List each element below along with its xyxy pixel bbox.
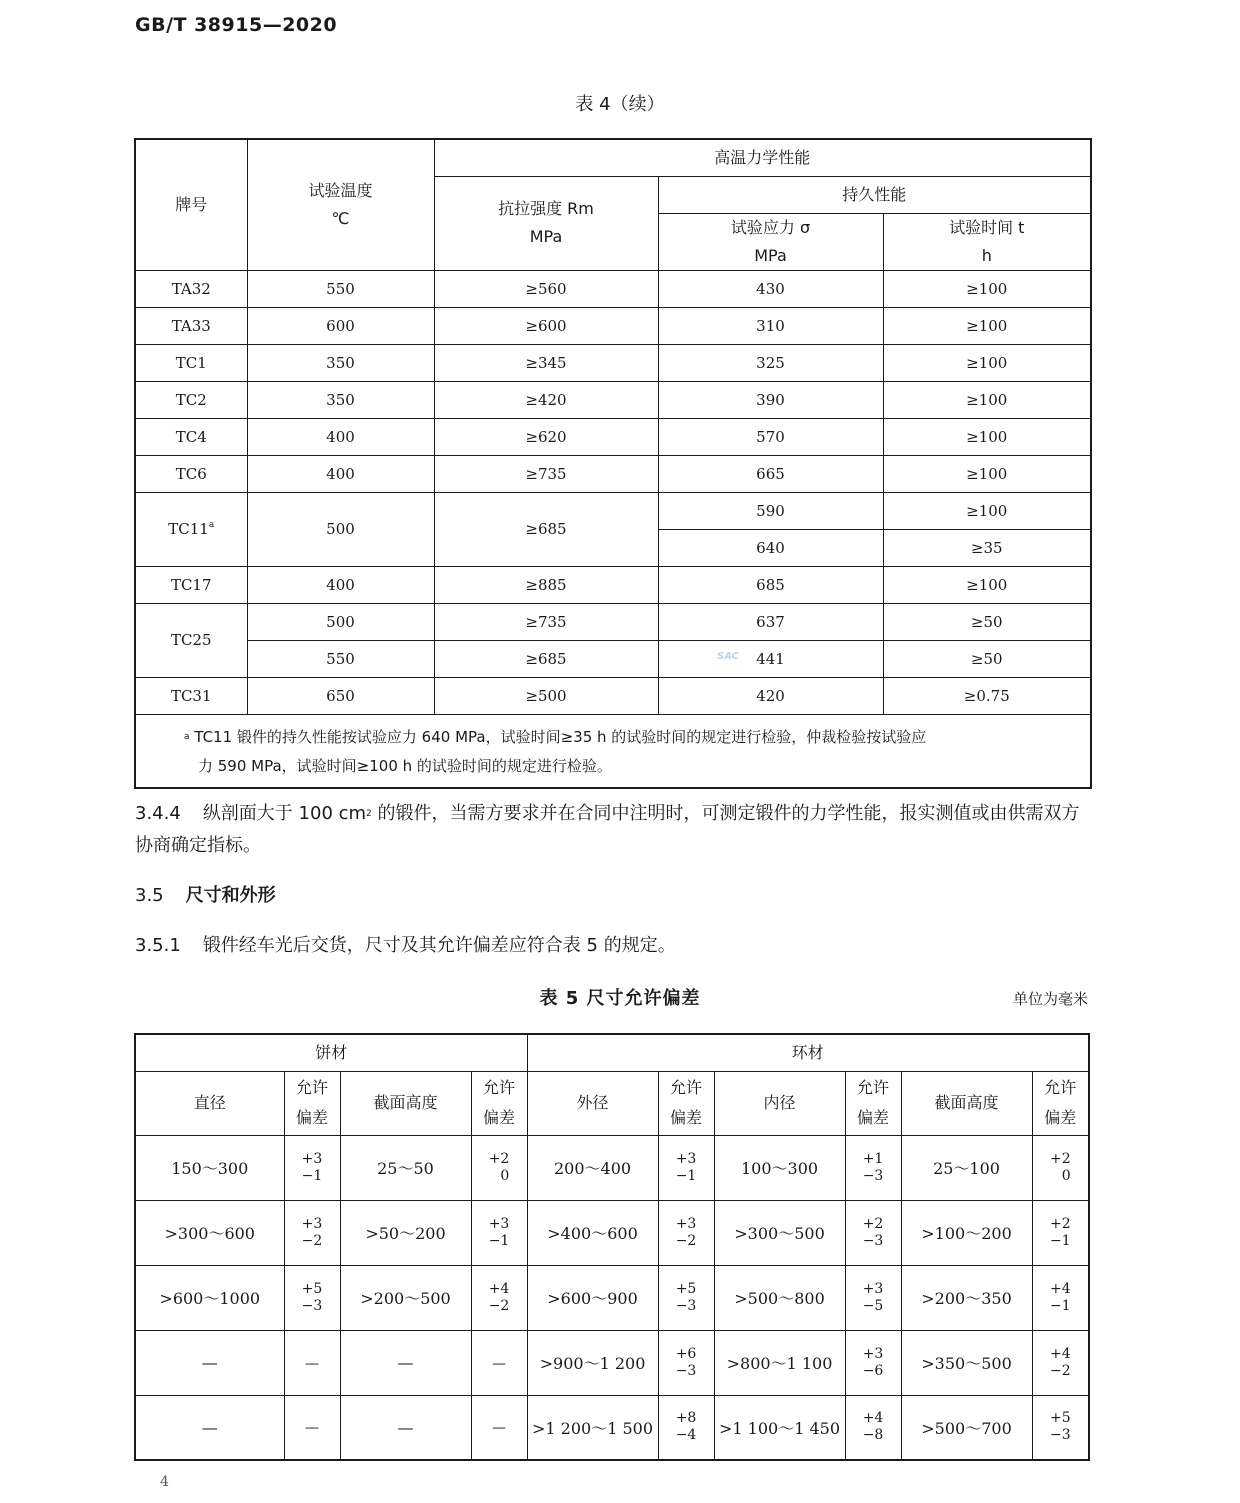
cell-grade: TC31	[135, 677, 247, 714]
cell-tensile: ≥685	[434, 492, 658, 566]
table-row	[135, 307, 1091, 344]
header-diameter: 直径	[135, 1071, 284, 1135]
cell-size: 100～300	[714, 1135, 845, 1200]
table-row	[135, 640, 1091, 677]
cell-grade: TC1	[135, 344, 247, 381]
cell-size: >400～600	[527, 1200, 658, 1265]
standard-code: GB/T 38915—2020	[135, 14, 338, 36]
cell-temp: 550	[247, 270, 434, 307]
footnote-ref: a	[208, 520, 215, 530]
clause-3-4-4: 3.4.4 纵剖面大于 100 $cm^2$ 的锻件，当需方要求并在合同中注明时，可测定锻件的力学性能，报实测值或由供需双方协商确定指标。	[135, 803, 1080, 856]
cell-stress: 420	[658, 677, 883, 714]
cell-tolerance: —	[284, 1330, 340, 1395]
header-section-height: 截面高度	[901, 1071, 1032, 1135]
cell-time: ≥50	[883, 640, 1091, 677]
header-tolerance: 允许 偏差	[471, 1071, 527, 1135]
cell-tolerance: —	[471, 1395, 527, 1460]
cell-stress: 637	[658, 603, 883, 640]
table5	[134, 1033, 1090, 1461]
page-number: 4	[160, 1474, 169, 1490]
table4-caption: 表 4（续）	[575, 94, 665, 115]
header-inner: 内径	[714, 1071, 845, 1135]
section-3-5-heading: 3.5 尺寸和外形	[135, 885, 276, 906]
cell-grade: TC2	[135, 381, 247, 418]
cell-size: —	[135, 1330, 284, 1395]
table-row	[135, 603, 1091, 640]
header-stress: 试验应力 σ MPa	[658, 213, 883, 270]
cell-stress: 570	[658, 418, 883, 455]
cell-stress: 325	[658, 344, 883, 381]
cell-tolerance: +2 0	[1032, 1135, 1089, 1200]
table-row	[135, 270, 1091, 307]
table-row	[135, 418, 1091, 455]
cell-time: ≥100	[883, 566, 1091, 603]
cell-tolerance: +3 −1	[658, 1135, 714, 1200]
cell-tolerance: +3 −2	[284, 1200, 340, 1265]
cell-tensile: ≥420	[434, 381, 658, 418]
cell-tensile: ≥620	[434, 418, 658, 455]
cell-tensile: ≥735	[434, 455, 658, 492]
header-time: 试验时间 t h	[883, 213, 1091, 270]
cell-size: 150～300	[135, 1135, 284, 1200]
cell-time: ≥35	[883, 529, 1091, 566]
cell-size: >50～200	[340, 1200, 471, 1265]
cell-size: >100～200	[901, 1200, 1032, 1265]
cell-size: —	[340, 1395, 471, 1460]
header-section-height: 截面高度	[340, 1071, 471, 1135]
cell-size: >1 200～1 500	[527, 1395, 658, 1460]
cell-grade: TC6	[135, 455, 247, 492]
cell-size: 25～100	[901, 1135, 1032, 1200]
cell-size: >900～1 200	[527, 1330, 658, 1395]
cell-temp: 500	[247, 603, 434, 640]
cell-size: >350～500	[901, 1330, 1032, 1395]
cell-stress: 665	[658, 455, 883, 492]
cell-temp: 550	[247, 640, 434, 677]
header-high-temp: 高温力学性能	[434, 139, 1091, 176]
cell-time: ≥50	[883, 603, 1091, 640]
cell-tolerance: +8 −4	[658, 1395, 714, 1460]
cell-temp: 600	[247, 307, 434, 344]
cell-tensile: ≥885	[434, 566, 658, 603]
cell-tolerance: —	[284, 1395, 340, 1460]
cell-grade: TA32	[135, 270, 247, 307]
cell-tolerance: +3 −2	[658, 1200, 714, 1265]
table-row	[135, 1265, 1089, 1330]
cell-tolerance: +3 −6	[845, 1330, 901, 1395]
table-row	[135, 1135, 1089, 1200]
cell-time: ≥100	[883, 455, 1091, 492]
clause-3-5-1: 3.5.1 锻件经车光后交货，尺寸及其允许偏差应符合表 5 的规定。	[135, 935, 676, 956]
header-outer: 外径	[527, 1071, 658, 1135]
cell-tolerance: +4 −2	[471, 1265, 527, 1330]
cell-stress: 640	[658, 529, 883, 566]
cell-time: ≥100	[883, 492, 1091, 529]
cell-size: —	[340, 1330, 471, 1395]
cell-stress: 685	[658, 566, 883, 603]
cell-size: >600～1000	[135, 1265, 284, 1330]
header-ring: 环材	[527, 1034, 1089, 1071]
watermark-logo: SAC	[717, 651, 739, 662]
cell-size: 200～400	[527, 1135, 658, 1200]
cell-temp: 650	[247, 677, 434, 714]
cell-tensile: ≥560	[434, 270, 658, 307]
cell-size: >500～700	[901, 1395, 1032, 1460]
cell-size: >1 100～1 450	[714, 1395, 845, 1460]
cell-tolerance: +6 −3	[658, 1330, 714, 1395]
cell-time: ≥100	[883, 344, 1091, 381]
cell-stress: 310	[658, 307, 883, 344]
header-tolerance: 允许 偏差	[845, 1071, 901, 1135]
cell-tolerance: +3 −5	[845, 1265, 901, 1330]
table-row	[135, 566, 1091, 603]
cell-stress: 590	[658, 492, 883, 529]
table4	[134, 138, 1092, 789]
table5-caption: 表 5 尺寸允许偏差	[539, 988, 701, 1009]
cell-tolerance: +2 0	[471, 1135, 527, 1200]
cell-size: >200～350	[901, 1265, 1032, 1330]
cell-stress: 430	[658, 270, 883, 307]
cell-tolerance: +3 −1	[471, 1200, 527, 1265]
header-tolerance: 允许 偏差	[284, 1071, 340, 1135]
cell-time: ≥100	[883, 418, 1091, 455]
table-row	[135, 492, 1091, 529]
cell-temp: 400	[247, 418, 434, 455]
cell-stress: 441	[658, 640, 883, 677]
table-row	[135, 344, 1091, 381]
cell-tensile: ≥685	[434, 640, 658, 677]
cell-tolerance: +3 −1	[284, 1135, 340, 1200]
cell-size: >500～800	[714, 1265, 845, 1330]
cell-temp: 400	[247, 566, 434, 603]
cell-size: >300～500	[714, 1200, 845, 1265]
table5-unit-note: 单位为毫米	[1012, 990, 1088, 1008]
cell-size: >800～1 100	[714, 1330, 845, 1395]
cell-tolerance: +4 −2	[1032, 1330, 1089, 1395]
cell-size: >200～500	[340, 1265, 471, 1330]
cell-tensile: ≥345	[434, 344, 658, 381]
header-cake: 饼材	[135, 1034, 527, 1071]
cell-size: >600～900	[527, 1265, 658, 1330]
cell-tolerance: +5 −3	[284, 1265, 340, 1330]
header-tolerance: 允许 偏差	[658, 1071, 714, 1135]
cell-grade: TA33	[135, 307, 247, 344]
table-row	[135, 1395, 1089, 1460]
cell-time: ≥100	[883, 270, 1091, 307]
cell-temp: 500	[247, 492, 434, 566]
cell-tolerance: +4 −8	[845, 1395, 901, 1460]
cell-time: ≥100	[883, 307, 1091, 344]
cell-tensile: ≥600	[434, 307, 658, 344]
table-row	[135, 381, 1091, 418]
cell-tolerance: +5 −3	[1032, 1395, 1089, 1460]
table-row	[135, 677, 1091, 714]
cell-tolerance: +5 −3	[658, 1265, 714, 1330]
header-tolerance: 允许 偏差	[1032, 1071, 1089, 1135]
cell-tolerance: —	[471, 1330, 527, 1395]
cell-grade: TC11$^a$	[135, 492, 247, 566]
table4-footnote: $^a$ TC11 锻件的持久性能按试验应力 640 MPa，试验时间≥35 h 的试验时间的规定进行检验，仲裁检验按试验应 力 590 MPa，试验时间≥100 h 的试验时间的规定进行检验。	[135, 714, 1091, 788]
cell-grade: TC4	[135, 418, 247, 455]
cell-time: ≥0.75	[883, 677, 1091, 714]
cell-time: ≥100	[883, 381, 1091, 418]
header-tensile: 抗拉强度 Rm MPa	[434, 176, 658, 270]
cell-tensile: ≥500	[434, 677, 658, 714]
cell-temp: 350	[247, 344, 434, 381]
cell-tolerance: +2 −3	[845, 1200, 901, 1265]
table-row	[135, 455, 1091, 492]
cell-temp: 350	[247, 381, 434, 418]
table-row	[135, 1330, 1089, 1395]
cell-stress: 390	[658, 381, 883, 418]
cell-tolerance: +1 −3	[845, 1135, 901, 1200]
header-endurance: 持久性能	[658, 176, 1091, 213]
cell-temp: 400	[247, 455, 434, 492]
cell-size: —	[135, 1395, 284, 1460]
cell-tolerance: +4 −1	[1032, 1265, 1089, 1330]
cell-grade: TC25	[135, 603, 247, 677]
cell-tolerance: +2 −1	[1032, 1200, 1089, 1265]
cell-size: 25～50	[340, 1135, 471, 1200]
header-temp: 试验温度 ℃	[247, 139, 434, 270]
table-row	[135, 1200, 1089, 1265]
cell-tensile: ≥735	[434, 603, 658, 640]
cell-grade: TC17	[135, 566, 247, 603]
cell-size: >300～600	[135, 1200, 284, 1265]
header-grade: 牌号	[135, 139, 247, 270]
